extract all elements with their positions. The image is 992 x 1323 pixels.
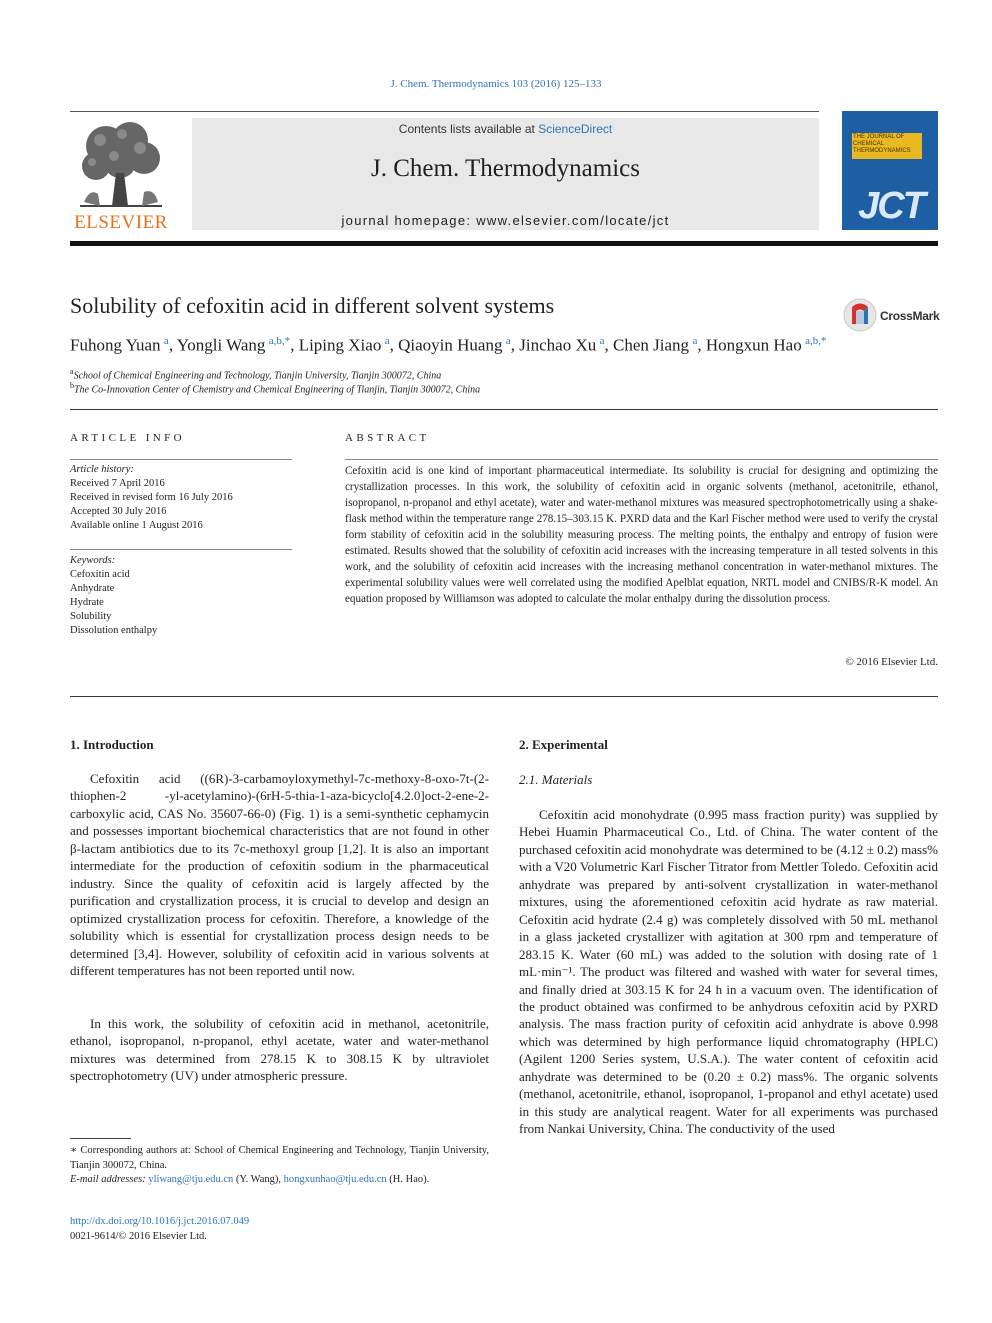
cover-title-text: THE JOURNAL OF CHEMICAL THERMODYNAMICS	[853, 134, 911, 154]
author-affiliation-mark[interactable]: a	[599, 335, 605, 347]
author-name: Chen Jiang	[613, 335, 690, 355]
article-title: Solubility of cefoxitin acid in different solvent systems	[70, 293, 555, 318]
article-info-heading: ARTICLE INFO	[70, 432, 185, 444]
author-affiliation-mark[interactable]: a	[163, 335, 169, 347]
author-affiliation-mark[interactable]: a,b,*	[268, 335, 291, 347]
author-name: Liping Xiao	[298, 335, 382, 355]
author-name: Jinchao Xu	[519, 335, 597, 355]
email-link[interactable]: hongxunhao@tju.edu.cn	[283, 1174, 387, 1185]
affiliation-text: The Co-Innovation Center of Chemistry and Chemical Engineering of Tianjin, Tianjin 300072, China	[74, 384, 481, 396]
header-thick-rule	[70, 241, 938, 246]
divider	[70, 459, 292, 460]
affiliation-a	[70, 367, 441, 381]
history-item: Received 7 April 2016	[70, 478, 165, 489]
keyword: Anhydrate	[70, 583, 115, 594]
homepage-prefix: journal homepage:	[341, 213, 477, 228]
keyword: Cefoxitin acid	[70, 569, 130, 580]
materials-paragraph: Cefoxitin acid monohydrate (0.995 mass fraction purity) was supplied by Hebei Huamin Pharmaceutical Co., Ltd. of China. The water content of the purchased cefoxitin acid monohydrate was determined to be (4.12 ± 0.2) mass% with a V20 Volumetric Karl Fischer Titrator from Mettler Toledo. Cefoxitin acid anhydrate was prepared by anti-solvent crystallization in water-methanol mixtures, using the aforementioned cefoxitin acid hydrate as raw material. Cefoxitin acid hydrate (2.4 g) was completely dissolved with 50 mL methanol in a glass jacketed crystallizer with agitation at 300 rpm and temperature of 283.15 K. Water (60 mL) was added to the solution with dosing rate of 1 mL·min⁻¹. The product was filtered and washed with water for several times, and finally dried at 303.15 K for 24 h in a vacuum oven. The identification of the product obtained was confirmed to be anhydrous cefoxitin acid by PXRD analysis. The mass fraction purity of cefoxitin acid anhydrate is above 0.998 which was determined by high performance liquid chromatography (HPLC) (Agilent 1200 Series system, U.S.A.). The water content of cefoxitin acid anhydrate was determined to be (0.20 ± 0.2) mass%. The organic solvents (methanol, acetonitrile, ethanol, isopropanol, 1-propanol and ethyl acetate) used in this study are analytical reagent. Water for all experiments was purchased from Nankai University, China. The conductivity of the used	[519, 807, 938, 1137]
email-owner: (Y. Wang),	[235, 1174, 282, 1185]
history-item: Accepted 30 July 2016	[70, 506, 167, 517]
elsevier-wordmark: ELSEVIER	[74, 212, 168, 233]
author-affiliation-mark[interactable]: a	[692, 335, 698, 347]
abstract-heading: ABSTRACT	[345, 432, 430, 444]
crossmark-icon[interactable]	[843, 298, 877, 332]
affiliation-mark: a	[70, 367, 74, 376]
author-name: Fuhong Yuan	[70, 335, 161, 355]
affiliation-b	[70, 381, 480, 395]
keywords-label: Keywords:	[70, 555, 116, 566]
history-item: Available online 1 August 2016	[70, 520, 203, 531]
affiliation-mark: b	[70, 381, 74, 390]
affiliation-text: School of Chemical Engineering and Technology, Tianjin University, Tianjin 300072, China	[73, 370, 442, 382]
homepage-line	[192, 213, 819, 228]
homepage-link[interactable]: www.elsevier.com/locate/jct	[476, 213, 670, 228]
divider	[70, 409, 938, 410]
author-name: Yongli Wang	[176, 335, 266, 355]
keyword: Dissolution enthalpy	[70, 625, 158, 636]
doi-link[interactable]: http://dx.doi.org/10.1016/j.jct.2016.07.049	[70, 1216, 250, 1227]
cover-jct-logo: JCT	[858, 185, 924, 227]
divider	[70, 549, 292, 550]
abstract-text: Cefoxitin acid is one kind of important pharmaceutical intermediate. Its solubility is crucial for designing and optimizing the crystallization processes. In this work, the solubility of cefoxitin acid in organic solvents (methanol, acetonitrile, ethanol, isopropanol, n-propanol and ethyl acetate), water and water-methanol mixtures was measured spectrophotometrically using a shake-flask method within the temperature range 278.15–303.15 K. PXRD data and the Karl Fischer method were used to verify the crystal form stability of cefoxitin acid in the solubility measuring process. The melting points, the enthalpy and entropy of fusion were estimated. Results showed that the solubility of cefoxitin acid increases with the increasing temperature in all tested solvents in this work, and the solubility of cefoxitin acid increases with the increasing methanol concentration in water-methanol mixtures. The experimental solubility values were well correlated using the modified Apelblat equation, NRTL model and CNIBS/R-K model. An equation proposed by Williamson was adopted to calculate the molar enthalpy during the dissolution process.	[345, 465, 938, 605]
copyright-notice: © 2016 Elsevier Ltd.	[845, 656, 938, 668]
divider	[345, 459, 938, 460]
top-rule	[70, 111, 819, 112]
author-affiliation-mark[interactable]: a	[505, 335, 511, 347]
history-label: Article history:	[70, 464, 134, 475]
journal-reference[interactable]: J. Chem. Thermodynamics 103 (2016) 125–133	[390, 78, 602, 90]
email-link[interactable]: yliwang@tju.edu.cn	[148, 1174, 234, 1185]
journal-title: J. Chem. Thermodynamics	[371, 155, 640, 182]
email-label: E-mail addresses:	[70, 1174, 146, 1185]
keyword: Hydrate	[70, 597, 104, 608]
subsection-title-materials: 2.1. Materials	[519, 772, 593, 787]
contents-prefix: Contents lists available at	[398, 122, 539, 136]
email-owner: (H. Hao).	[389, 1174, 430, 1185]
contents-line	[192, 122, 819, 136]
issn-line: 0021-9614/© 2016 Elsevier Ltd.	[70, 1231, 207, 1242]
section-title-introduction: 1. Introduction	[70, 737, 154, 752]
email-note	[70, 1172, 489, 1187]
author-affiliation-mark[interactable]: a	[384, 335, 390, 347]
keyword: Solubility	[70, 611, 112, 622]
history-item: Received in revised form 16 July 2016	[70, 492, 233, 503]
author-list: Fuhong Yuan $^a$, Yongli Wang $^{a,b,*}$, Liping Xiao $^a$, Qiaoyin Huang $^a$, Jinchao Xu $^a$, Chen Jiang $^a$, Hongxun Hao $^{a,b,*}$	[70, 335, 827, 355]
corresponding-author-note: ∗ Corresponding authors at: School of Chemical Engineering and Technology, Tianjin University, Tianjin 300072, China.	[70, 1145, 489, 1171]
author-name: Qiaoyin Huang	[398, 335, 503, 355]
sciencedirect-link[interactable]: ScienceDirect	[538, 122, 613, 136]
author-affiliation-mark[interactable]: a,b,*	[805, 335, 827, 347]
crossmark-label[interactable]: CrossMark	[880, 309, 940, 323]
section-title-experimental: 2. Experimental	[519, 737, 608, 752]
divider	[70, 696, 938, 697]
footnote-rule	[70, 1138, 131, 1139]
intro-paragraph: Cefoxitin acid ((6R)-3-carbamoyloxymethyl-7c-methoxy-8-oxo-7t-(2-thiophen-2 -yl-acetylamino)-(6rH-5-thia-1-aza-bicyclo[4.2.0]oct-2-ene-2-carboxylic acid, CAS No. 35607-66-0) (Fig. 1) is a semi-synthetic cephamycin and possesses important biochemical characteristics that are not found in other β-lactam antibiotics due to its 7c-methoxyl group [1,2]. It is also an important intermediate for the production of cefoxitin sodium in the pharmaceutical industry. Since the quality of cefoxitin acid is largely affected by the purification and crystallization process, it is crucial to develop and design an optimized crystallization process for cefoxitin. Therefore, a knowledge of the solubility which is essential for crystallization process design needs to be determined [3,4]. However, solubility of cefoxitin acid in various solvents at different temperatures has not been reported until now.	[70, 771, 489, 978]
author-name: Hongxun Hao	[705, 335, 802, 355]
intro-paragraph: In this work, the solubility of cefoxitin acid in methanol, acetonitrile, ethanol, isopropanol, n-propanol, ethyl acetate, water and water-methanol mixtures was determined from 278.15 K to 308.15 K by ultraviolet spectrophotometry (UV) under atmospheric pressure.	[70, 1016, 489, 1084]
